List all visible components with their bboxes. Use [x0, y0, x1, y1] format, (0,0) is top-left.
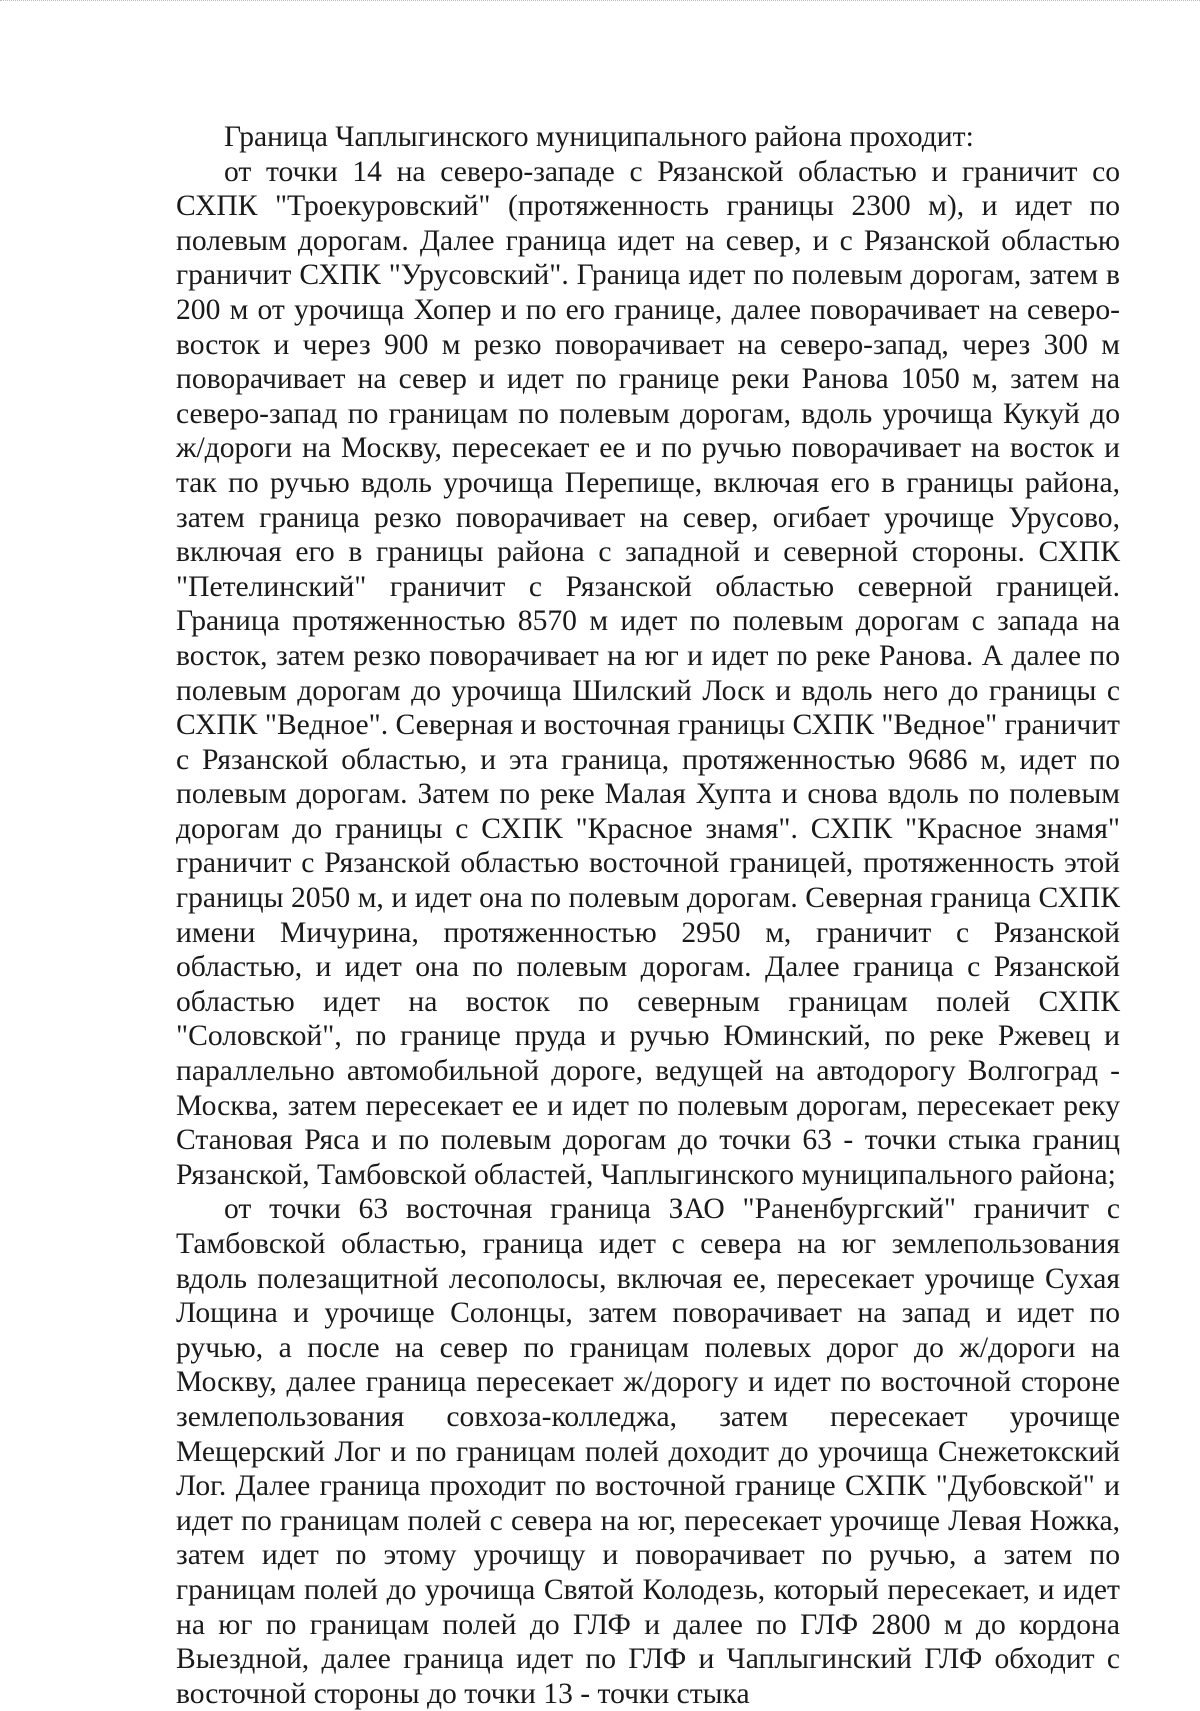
paragraph-boundary-tambov: от точки 63 восточная граница ЗАО "Раненбургский" граничит с Тамбовской областью, граница идет с севера на юг землепользования вдоль полезащитной лесополосы, включая ее, пересекает урочище Сухая Лощина и урочище Солонцы, затем поворачивает на запад и идет по ручью, а после на север по границам полевых дорог до ж/дороги на Москву, далее граница пересекает ж/дорогу и идет по восточной стороне землепользования совхоза-колледжа, затем пересекает урочище Мещерский Лог и по границам полей доходит до урочища Снежетокский Лог. Далее граница проходит по восточной границе СХПК "Дубовской" и идет по границам полей с севера на юг, пересекает урочище Левая Ножка, затем идет по этому урочищу и поворачивает по ручью, а затем по границам полей до урочища Святой Колодезь, который пересекает, и идет на юг по границам полей до ГЛФ и далее по ГЛФ 2800 м до кордона Выездной, далее граница идет по ГЛФ и Чаплыгинский ГЛФ обходит с восточной стороны до точки 13 - точки стыка — [176, 1193, 1120, 1710]
paragraph-boundary-ryazan: от точки 14 на северо-западе с Рязанской областью и граничит со СХПК "Троекуровский" (протяженность границы 2300 м), и идет по полевым дорогам. Далее граница идет на север, и с Рязанской областью граничит СХПК "Урусовский". Граница идет по полевым дорогам, затем в 200 м от урочища Хопер и по его границе, далее поворачивает на северо-восток и через 900 м резко поворачивает на северо-запад, через 300 м поворачивает на север и идет по границе реки Ранова 1050 м, затем на северо-запад по границам по полевым дорогам, вдоль урочища Кукуй до ж/дороги на Москву, пересекает ее и по ручью поворачивает на восток и так по ручью вдоль урочища Перепище, включая его в границы района, затем граница резко поворачивает на север, огибает урочище Урусово, включая его в границы района с западной и северной стороны. СХПК "Петелинский" граничит с Рязанской областью северной границей. Граница протяженностью 8570 м идет по полевым дорогам с запада на восток, затем резко поворачивает на юг и идет по реке Ранова. А далее по полевым дорогам до урочища Шилский Лоск и вдоль него до границы с СХПК "Ведное". Северная и восточная границы СХПК "Ведное" граничит с Рязанской областью, и эта граница, протяженностью 9686 м, идет по полевым дорогам. Затем по реке Малая Хупта и снова вдоль по полевым дорогам до границы с СХПК "Красное знамя". СХПК "Красное знамя" граничит с Рязанской областью восточной границей, протяженность этой границы 2050 м, и идет она по полевым дорогам. Северная граница СХПК имени Мичурина, протяженностью 2950 м, граничит с Рязанской областью, и идет она по полевым дорогам. Далее граница с Рязанской областью идет на восток по северным границам полей СХПК "Соловской", по границе пруда и ручью Юминский, по реке Ржевец и параллельно автомобильной дороге, ведущей на автодорогу Волгоград - Москва, затем пересекает ее и идет по полевым дорогам, пересекает реку Становая Ряса и по полевым дорогам до точки 63 - точки стыка границ Рязанской, Тамбовской областей, Чаплыгинского муниципального района; — [176, 155, 1120, 1191]
document-body — [176, 120, 1120, 1711]
scan-edge-line — [0, 0, 1200, 3]
paragraph-heading: Граница Чаплыгинского муниципального района проходит: — [224, 121, 974, 153]
